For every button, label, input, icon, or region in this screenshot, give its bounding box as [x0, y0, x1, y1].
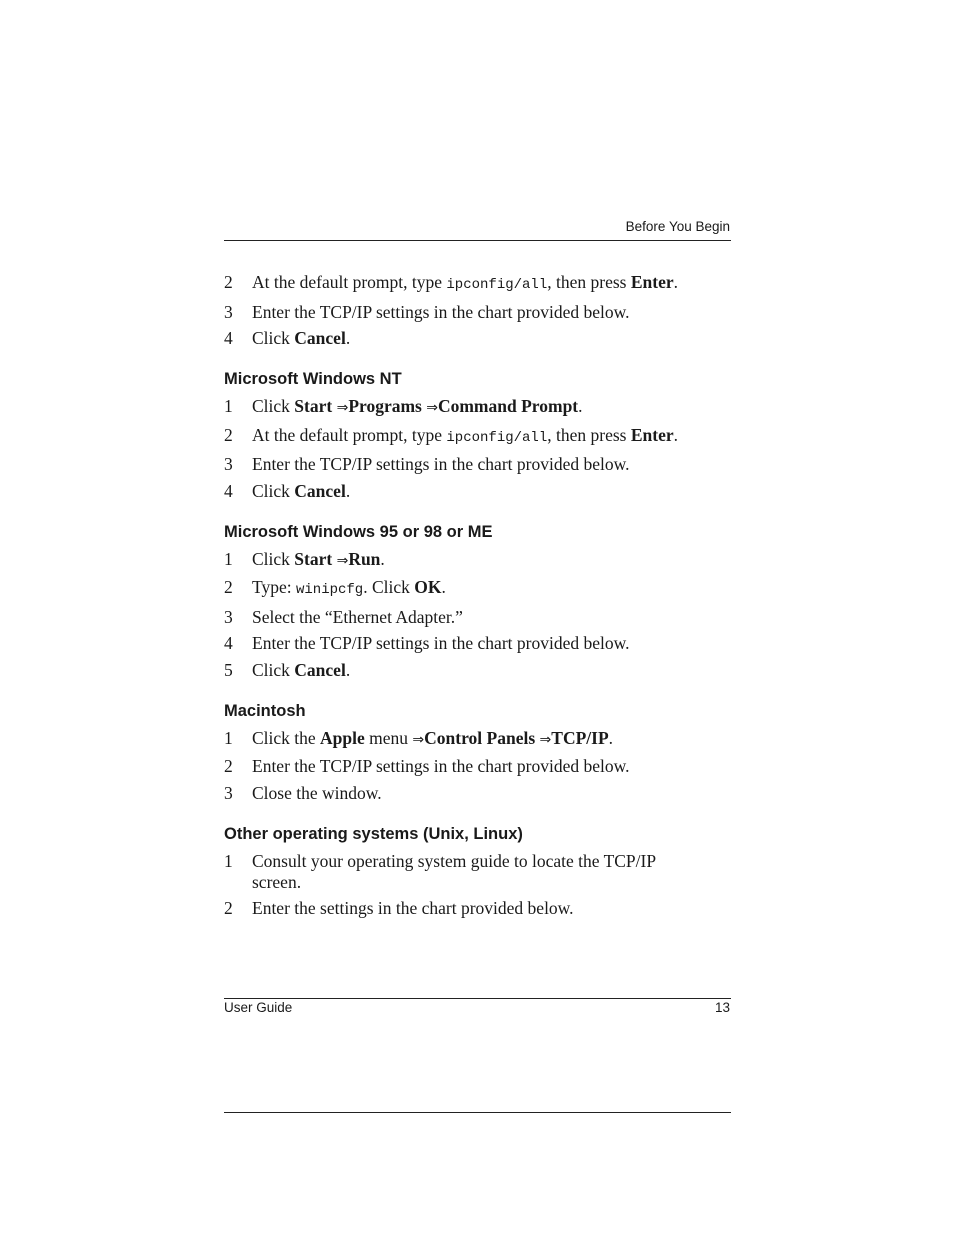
- step-item: [224, 454, 734, 475]
- step-number: 4: [224, 480, 233, 501]
- step-text: Click: [252, 328, 295, 348]
- menu-name: Apple: [320, 727, 365, 748]
- step-number: 1: [224, 548, 233, 569]
- step-number: 4: [224, 328, 233, 348]
- step-item: [224, 577, 734, 601]
- step-item: [224, 660, 734, 681]
- arrow-icon: ⇒: [426, 400, 438, 416]
- page-body: [224, 272, 734, 925]
- step-text: menu: [364, 727, 413, 748]
- step-text: Enter the TCP/IP settings in the chart provided below.: [252, 633, 630, 653]
- step-number: 4: [224, 633, 233, 653]
- code-text: winipcfg: [295, 582, 364, 598]
- button-name: OK: [414, 577, 442, 597]
- step-number: 2: [224, 272, 233, 292]
- step-text: Click: [252, 659, 295, 680]
- step-text: Click: [252, 480, 295, 501]
- button-name: Cancel: [294, 659, 346, 680]
- step-text: Click the: [252, 727, 321, 748]
- step-number: 1: [224, 396, 233, 416]
- step-text: Enter the settings in the chart provided below.: [252, 898, 574, 918]
- step-text: Click: [252, 396, 295, 416]
- step-text: , then press: [547, 424, 631, 445]
- step-text: .: [673, 424, 678, 445]
- step-text: .: [673, 272, 678, 292]
- step-number: 3: [224, 606, 233, 627]
- bottom-rule: [224, 1112, 731, 1113]
- step-text: Consult your operating system guide to locate the TCP/IP screen.: [252, 850, 656, 892]
- step-item: [224, 728, 734, 751]
- menu-name: Control Panels: [424, 727, 536, 748]
- step-text: At the default prompt, type: [252, 272, 447, 292]
- header-rule: [224, 240, 731, 241]
- section-heading-windows-nt: Microsoft Windows NT: [224, 370, 402, 388]
- step-item: [224, 481, 734, 502]
- step-item: [224, 425, 734, 449]
- step-text: Click: [252, 548, 295, 569]
- arrow-icon: ⇒: [336, 400, 349, 416]
- arrow-icon: ⇒: [412, 731, 425, 748]
- step-text: Select the “Ethernet Adapter.”: [252, 606, 463, 627]
- step-text: Close the window.: [252, 782, 382, 803]
- step-number: 2: [224, 756, 233, 776]
- step-number: 3: [224, 301, 233, 322]
- step-item: [224, 549, 734, 572]
- menu-name: Start: [294, 396, 333, 416]
- step-text: Type:: [252, 577, 296, 597]
- step-text: .: [345, 328, 351, 348]
- page-number: 13: [714, 1000, 730, 1015]
- footer-rule: [224, 998, 731, 999]
- menu-name: Command Prompt: [437, 396, 579, 416]
- step-item: [224, 302, 734, 323]
- step-item: [224, 272, 734, 296]
- running-header: Before You Begin: [625, 219, 730, 234]
- step-item: [224, 756, 734, 777]
- button-name: Cancel: [294, 328, 346, 348]
- step-item: [224, 851, 707, 893]
- section-heading-other-os: Other operating systems (Unix, Linux): [224, 824, 523, 843]
- code-text: ipconfig/all: [446, 277, 548, 293]
- step-item: [224, 898, 734, 919]
- step-text: .: [345, 480, 351, 501]
- menu-name: TCP/IP: [551, 727, 609, 748]
- step-item: [224, 396, 734, 419]
- step-text: .: [345, 659, 351, 680]
- step-text: .: [578, 396, 583, 416]
- arrow-icon: ⇒: [336, 552, 349, 569]
- step-number: 1: [224, 850, 233, 871]
- menu-name: Start: [294, 548, 333, 569]
- step-text: At the default prompt, type: [252, 424, 447, 445]
- step-item: [224, 783, 734, 804]
- step-text: . Click: [363, 577, 415, 597]
- footer-title: User Guide: [224, 1000, 293, 1015]
- menu-name: Run: [348, 548, 381, 569]
- step-text: , then press: [547, 272, 631, 292]
- step-text: Enter the TCP/IP settings in the chart provided below.: [252, 756, 630, 776]
- section-heading-macintosh: Macintosh: [224, 701, 306, 720]
- step-text: .: [380, 548, 385, 569]
- section-heading-windows-9x: Microsoft Windows 95 or 98 or ME: [224, 522, 493, 541]
- button-name: Cancel: [294, 480, 346, 501]
- key-name: Enter: [630, 272, 674, 292]
- step-text: Enter the TCP/IP settings in the chart provided below.: [252, 301, 630, 322]
- step-item: [224, 328, 734, 349]
- step-text: .: [608, 727, 614, 748]
- arrow-icon: ⇒: [539, 731, 552, 748]
- key-name: Enter: [630, 424, 674, 445]
- menu-name: Programs: [348, 396, 422, 416]
- code-text: ipconfig/all: [446, 429, 548, 446]
- step-number: 2: [224, 424, 233, 445]
- step-number: 3: [224, 454, 233, 474]
- step-number: 2: [224, 898, 233, 918]
- step-number: 3: [224, 782, 233, 803]
- step-number: 1: [224, 727, 233, 748]
- step-text: .: [441, 577, 446, 597]
- step-item: [224, 633, 734, 654]
- step-number: 5: [224, 659, 233, 680]
- step-number: 2: [224, 577, 233, 597]
- step-item: [224, 607, 734, 628]
- step-text: Enter the TCP/IP settings in the chart provided below.: [252, 454, 630, 474]
